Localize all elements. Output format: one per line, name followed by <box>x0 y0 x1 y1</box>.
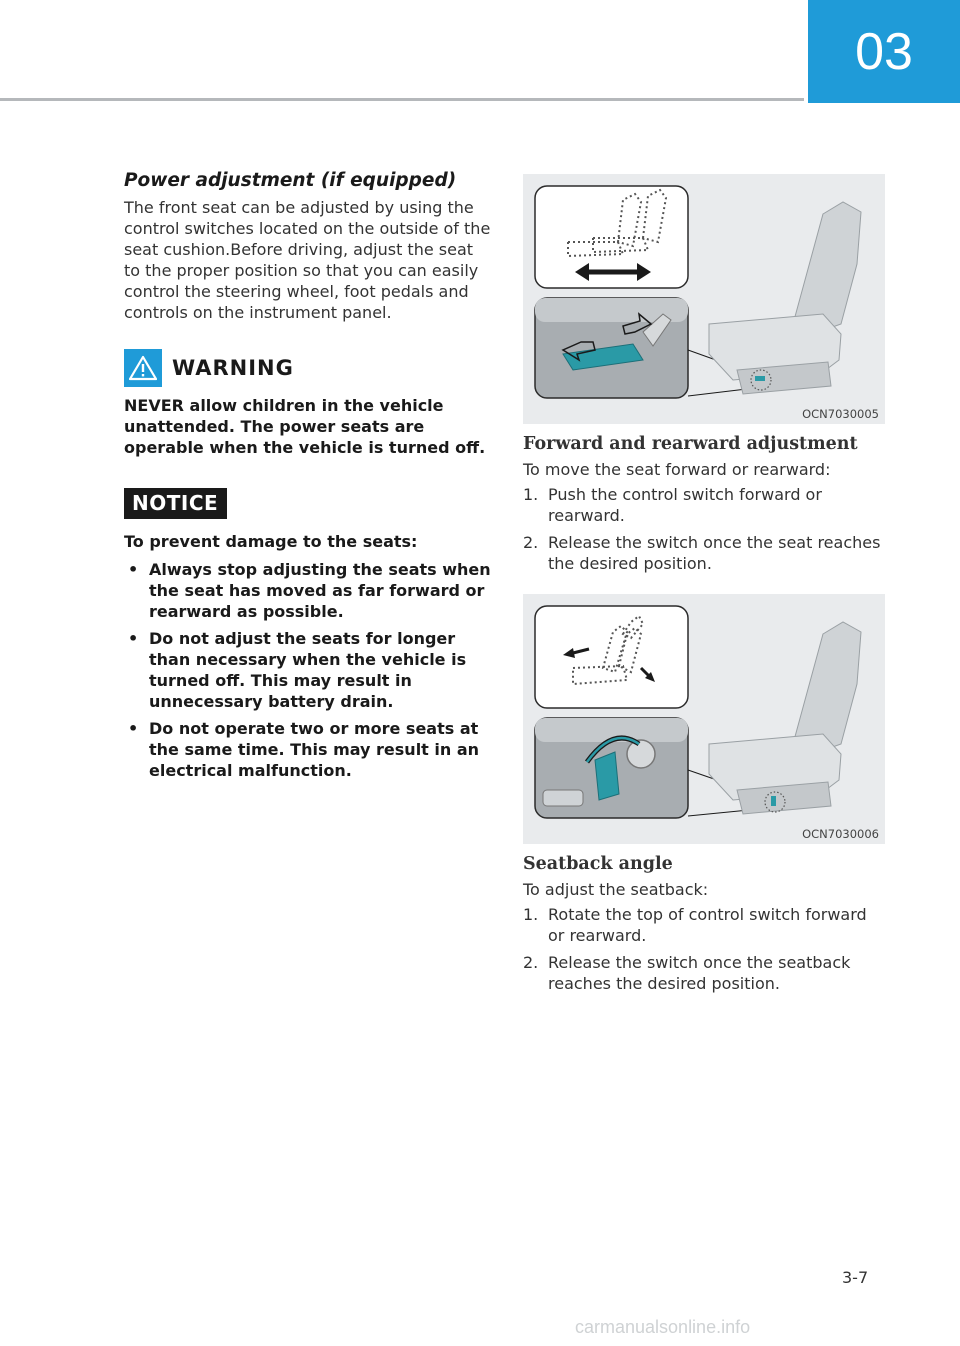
notice-item <box>124 718 494 781</box>
section-title: Power adjustment (if equipped) <box>124 170 457 191</box>
seatback-angle-figure <box>523 594 885 844</box>
left-column <box>124 170 494 787</box>
notice-item <box>124 628 494 712</box>
forward-rearward-intro: To move the seat forward or rearward: <box>523 460 831 479</box>
page-number: 3-7 <box>842 1268 869 1287</box>
seatback-recline-illustration <box>523 594 885 844</box>
step-item <box>523 952 885 994</box>
step-number: 1. <box>523 905 539 924</box>
step-text: Release the switch once the seatback reaches the desired position. <box>548 953 851 993</box>
notice-item-text: Do not operate two or more seats at the same time. This may result in an electrical malfunction. <box>149 719 480 780</box>
notice-label: NOTICE <box>124 488 227 519</box>
notice-item <box>124 559 494 622</box>
step-item <box>523 532 885 574</box>
seat-forward-rearward-figure <box>523 174 885 424</box>
forward-rearward-steps <box>523 484 885 574</box>
figure-code: OCN7030005 <box>802 407 879 421</box>
right-column <box>523 174 885 1000</box>
bullet-icon: • <box>128 560 139 579</box>
header-rule <box>0 98 804 101</box>
seatback-angle-intro: To adjust the seatback: <box>523 880 709 899</box>
warning-text: NEVER allow children in the vehicle unattended. The power seats are operable when the vehicle is turned off. <box>124 396 486 457</box>
step-number: 2. <box>523 533 539 552</box>
seat-slide-illustration <box>523 174 885 424</box>
seatback-angle-title: Seatback angle <box>523 854 673 874</box>
step-item <box>523 904 885 946</box>
notice-item-text: Always stop adjusting the seats when the seat has moved as far forward or rearward as possible. <box>149 560 491 621</box>
notice-intro: To prevent damage to the seats: <box>124 532 418 551</box>
step-number: 1. <box>523 485 539 504</box>
step-item <box>523 484 885 526</box>
notice-list <box>124 559 494 781</box>
warning-triangle-icon <box>124 349 162 387</box>
chapter-number: 03 <box>855 22 913 81</box>
figure-code: OCN7030006 <box>802 827 879 841</box>
step-number: 2. <box>523 953 539 972</box>
seatback-angle-steps <box>523 904 885 994</box>
warning-header <box>124 349 494 387</box>
bullet-icon: • <box>128 719 139 738</box>
step-text: Release the switch once the seat reaches the desired position. <box>548 533 881 573</box>
chapter-tab <box>808 0 960 103</box>
notice-item-text: Do not adjust the seats for longer than necessary when the vehicle is turned off. This may result in unnecessary battery drain. <box>149 629 467 711</box>
warning-label: WARNING <box>172 356 294 380</box>
watermark: carmanualsonline.info <box>575 1317 751 1337</box>
bullet-icon: • <box>128 629 139 648</box>
step-text: Rotate the top of control switch forward or rearward. <box>548 905 867 945</box>
intro-paragraph: The front seat can be adjusted by using the control switches located on the outside of the seat cushion.Before driving, adjust the seat to the proper position so that you can easily control the steering wheel, foot pedals and controls on the instrument panel. <box>124 198 491 322</box>
forward-rearward-title: Forward and rearward adjustment <box>523 434 858 454</box>
step-text: Push the control switch forward or rearward. <box>548 485 822 525</box>
